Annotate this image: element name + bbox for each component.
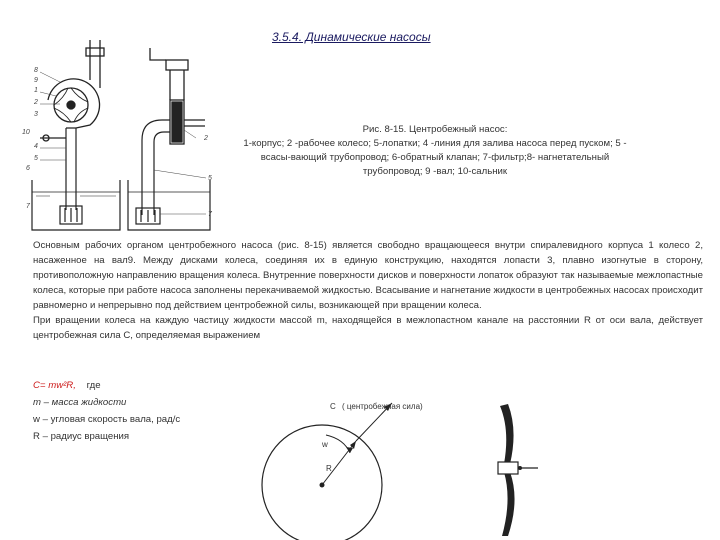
definition-r: R – радиус вращения [33, 431, 130, 442]
omega-arc [326, 435, 350, 453]
definition-m: m – масса жидкости [33, 397, 127, 408]
caption-line: 1-корпус; 2 -рабочее колесо; 5-лопатки; 4 -линия для залива насоса перед пуском; 5 - [243, 138, 627, 149]
caption-line: Рис. 8-15. Центробежный насос: [362, 124, 508, 135]
omega-label: w [322, 440, 328, 449]
label-right-7: 7 [208, 211, 212, 218]
label-right-2: 2 [204, 135, 208, 142]
label-6: 6 [26, 165, 30, 172]
caption-line: всасы-вающий трубопровод; 6-обратный клапан; 7-фильтр;8- нагнетательный [260, 152, 610, 163]
impeller-sketch [480, 400, 540, 540]
left-pump-casing [40, 40, 104, 141]
formula-block [33, 377, 180, 445]
impeller-blade-bottom [502, 472, 515, 536]
force-label: С [330, 402, 336, 411]
impeller-dot [518, 466, 522, 470]
left-suction-pipe [60, 128, 82, 224]
label-8: 8 [34, 67, 38, 74]
formula-expression: C= mw²R, [33, 380, 76, 391]
label-10: 10 [22, 129, 30, 136]
figure-caption [200, 123, 670, 179]
label-5: 5 [34, 155, 38, 162]
paragraph: Основным рабочих органом центробежного насоса (рис. 8-15) является свободно вращающееся внутри спиралевидного корпуса 1 колесо 2, насаженное на вал9. Между дисками колеса, соединяя их в единую конструкцию, находятся лопасти 3, плавно изогнутые в сторону, противоположную направлению вращения колеса. Внутренние поверхности дисков и поверхности лопаток образуют так называемые межлопастные колеса, которые при работе насоса заполнены перекачиваемой жидкостью. Всасывание и нагнетание жидкости в центробежных насосах происходит равномерно и непрерывно под действием центробежной силы, возникающей при вращении колеса. [33, 240, 703, 311]
right-pump-casing [150, 48, 205, 144]
right-suction-pipe [136, 120, 170, 224]
formula-where: где [86, 380, 101, 391]
paragraph: При вращении колеса на каждую частицу жидкости массой m, находящейся в межлопастном канале на расстоянии R от оси вала, действует центробежная сила С, определяемая выражением [33, 315, 703, 341]
right-tank [128, 180, 210, 230]
impeller-hub [498, 462, 518, 474]
definition-w: w – угловая скорость вала, рад/с [33, 414, 181, 425]
label-3: 3 [34, 111, 38, 118]
label-right-5: 5 [208, 175, 212, 182]
page-title: 3.5.4. Динамические насосы [272, 30, 431, 44]
caption-line: трубопровод; 9 -вал; 10-сальник [362, 166, 508, 177]
radius-label: R [326, 464, 332, 473]
label-4: 4 [34, 143, 38, 150]
label-1: 1 [34, 87, 38, 94]
impeller-blade-top [500, 404, 514, 464]
label-9: 9 [34, 77, 38, 84]
pump-figure [20, 30, 220, 240]
label-7: 7 [26, 203, 30, 210]
label-2: 2 [34, 99, 38, 106]
body-text [33, 238, 703, 343]
force-note: ( центробежная сила) [342, 402, 423, 411]
force-diagram [260, 395, 460, 540]
